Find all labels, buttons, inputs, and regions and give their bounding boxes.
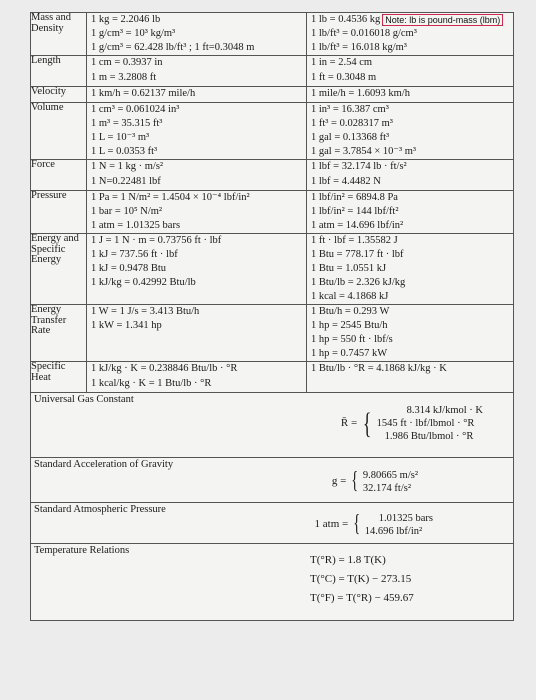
- si-conversions: [87, 234, 307, 305]
- conversion-text: 1 Btu/lb · °R = 4.1868 kJ/kg · K: [311, 363, 447, 375]
- conversion-line: [307, 131, 513, 145]
- si-conversions: [87, 13, 307, 56]
- quantity-label: Pressure: [31, 191, 87, 234]
- conversion-row: [31, 191, 514, 234]
- conversion-text: 1 kJ = 737.56 ft · lbf: [91, 248, 178, 260]
- conversion-line: [87, 71, 306, 86]
- atmosphere-symbol: 1 atm =: [314, 518, 349, 530]
- conversion-text: 1 kJ/kg · K = 0.238846 Btu/lb · °R: [91, 363, 238, 375]
- conversion-line: [307, 103, 513, 117]
- conversion-text: 1 g/cm³ = 10³ kg/m³: [91, 27, 176, 39]
- conversion-line: [307, 191, 513, 205]
- conversion-text: 1 Btu = 778.17 ft · lbf: [311, 248, 404, 260]
- conversion-line: [87, 319, 306, 333]
- conversion-text: 1 lbf = 4.4482 N: [311, 176, 381, 188]
- temperature-label: Temperature Relations: [34, 545, 130, 556]
- conversion-text: 1 kJ/kg = 0.42992 Btu/lb: [91, 276, 196, 288]
- conversion-text: 1 atm = 1.01325 bars: [91, 219, 181, 231]
- temperature-relation: T(°R) = 1.8 T(K): [310, 553, 386, 566]
- conversion-text: 1 L = 10⁻³ m³: [91, 131, 150, 143]
- conversion-text: 1 in = 2.54 cm: [311, 57, 373, 69]
- conversion-line: [87, 262, 306, 276]
- conversion-text: 1 Btu/h = 0.293 W: [311, 305, 390, 317]
- conversion-row: [31, 87, 514, 103]
- conversion-text: 1 J = 1 N · m = 0.73756 ft · lbf: [91, 234, 222, 246]
- conversion-text: 1 kcal/kg · K = 1 Btu/lb · °R: [91, 378, 212, 390]
- conversion-row: [31, 234, 514, 305]
- conversion-text: 1 cm³ = 0.061024 in³: [91, 103, 180, 115]
- conversion-line: [307, 305, 513, 319]
- conversion-text: 1 ft · lbf = 1.35582 J: [311, 234, 398, 246]
- conversion-line: [307, 362, 513, 377]
- conversion-line: [87, 56, 306, 71]
- conversion-text: 1 atm = 14.696 lbf/in²: [311, 219, 404, 231]
- us-conversions: [307, 87, 514, 103]
- gravity-symbol: g =: [331, 475, 347, 487]
- conversion-text: 1 m³ = 35.315 ft³: [91, 117, 163, 129]
- conversion-text: 1 km/h = 0.62137 mile/h: [91, 88, 196, 100]
- gravity-label: Standard Acceleration of Gravity: [34, 459, 174, 470]
- temperature-row: [31, 544, 514, 621]
- conversion-text: 1 Btu/lb = 2.326 kJ/kg: [311, 276, 406, 288]
- conversion-text: 1 L = 0.0353 ft³: [91, 145, 158, 157]
- conversion-text: 1 ft³ = 0.028317 m³: [311, 117, 393, 129]
- conversion-row: [31, 13, 514, 56]
- conversion-line: [307, 347, 513, 361]
- conversion-line: [87, 41, 306, 55]
- conversion-text: 1 gal = 3.7854 × 10⁻³ m³: [311, 145, 417, 157]
- conversion-line: [307, 234, 513, 248]
- conversion-line: [307, 87, 513, 102]
- conversion-text: 1 lbf = 32.174 lb · ft/s²: [311, 161, 407, 173]
- gas-constant-values: [31, 404, 513, 443]
- conversion-line: [87, 27, 306, 41]
- si-conversions: [87, 362, 307, 393]
- conversion-text: 1 mile/h = 1.6093 km/h: [311, 88, 410, 100]
- us-conversions: [307, 191, 514, 234]
- conversion-line: [307, 290, 513, 304]
- conversion-line: [87, 175, 306, 190]
- conversion-line: [87, 276, 306, 290]
- us-conversions: [307, 305, 514, 362]
- conversion-row: [31, 160, 514, 191]
- conversion-row: [31, 305, 514, 362]
- conversion-line: [87, 145, 306, 159]
- quantity-label: Velocity: [31, 87, 87, 103]
- gravity-values: [31, 469, 513, 495]
- conversion-text: 1 W = 1 J/s = 3.413 Btu/h: [91, 305, 200, 317]
- conversion-line: [307, 262, 513, 276]
- gravity-row: [31, 458, 514, 503]
- conversion-line: [307, 145, 513, 159]
- conversion-line: [87, 248, 306, 262]
- conversion-text: 1 Pa = 1 N/m² = 1.4504 × 10⁻⁴ lbf/in²: [91, 191, 250, 203]
- conversion-line: [87, 377, 306, 392]
- conversion-line: [87, 117, 306, 131]
- conversion-text: 1 cm = 0.3937 in: [91, 57, 163, 69]
- atmosphere-value: 14.696 lbf/in²: [364, 525, 423, 537]
- conversion-text: 1 kJ = 0.9478 Btu: [91, 262, 167, 274]
- conversion-line: [87, 13, 306, 27]
- conversion-line: [87, 87, 306, 102]
- atmosphere-label: Standard Atmospheric Pressure: [34, 504, 166, 515]
- conversion-line: [307, 276, 513, 290]
- conversion-text: 1 N=0.22481 lbf: [91, 176, 161, 188]
- conversion-line: [87, 205, 306, 219]
- quantity-label: Mass and Density: [31, 13, 87, 56]
- gas-constant-row: [31, 393, 514, 458]
- atmosphere-row: [31, 503, 514, 544]
- conversion-text: 1 hp = 0.7457 kW: [311, 347, 388, 359]
- conversion-line: [87, 362, 306, 377]
- conversion-row: [31, 103, 514, 160]
- conversion-line: [307, 27, 513, 41]
- conversion-line: [307, 13, 513, 27]
- gas-constant-label: Universal Gas Constant: [34, 394, 134, 405]
- gas-constant-value: 1545 ft · lbf/lbmol · °R: [376, 417, 475, 429]
- left-brace-icon: {: [353, 510, 361, 537]
- conversion-line: [307, 333, 513, 347]
- lbm-note-box: Note: lb is pound-mass (lbm): [382, 14, 503, 26]
- conversion-line: [87, 131, 306, 145]
- conversion-text: 1 N = 1 kg · m/s²: [91, 161, 164, 173]
- conversion-line: [87, 305, 306, 319]
- si-conversions: [87, 191, 307, 234]
- temperature-relation: T(°C) = T(K) − 273.15: [310, 572, 412, 585]
- conversion-text: 1 bar = 10⁵ N/m²: [91, 205, 163, 217]
- conversion-text: 1 lbf/in² = 144 lbf/ft²: [311, 205, 399, 217]
- us-conversions: [307, 234, 514, 305]
- conversion-line: [87, 234, 306, 248]
- si-conversions: [87, 160, 307, 191]
- conversion-line: [307, 319, 513, 333]
- conversion-text: 1 m = 3.2808 ft: [91, 72, 157, 84]
- si-conversions: [87, 305, 307, 362]
- us-conversions: [307, 103, 514, 160]
- us-conversions: [307, 362, 514, 393]
- si-conversions: [87, 103, 307, 160]
- conversion-row: [31, 362, 514, 393]
- conversion-line: [307, 71, 513, 86]
- conversion-line: [87, 219, 306, 233]
- gas-constant-value: 1.986 Btu/lbmol · °R: [384, 430, 474, 442]
- quantity-label: Specific Heat: [31, 362, 87, 393]
- temperature-values: [31, 551, 513, 608]
- conversion-table: [30, 12, 514, 621]
- conversion-text: 1 lb/ft³ = 16.018 kg/m³: [311, 41, 407, 53]
- conversion-text: 1 gal = 0.13368 ft³: [311, 131, 390, 143]
- us-conversions: [307, 160, 514, 191]
- conversion-line: [307, 56, 513, 71]
- quantity-label: Volume: [31, 103, 87, 160]
- si-conversions: [87, 87, 307, 103]
- conversion-line: [307, 219, 513, 233]
- gravity-value: 32.174 ft/s²: [362, 482, 411, 494]
- conversion-text: 1 kg = 2.2046 lb: [91, 13, 161, 25]
- conversion-line: [307, 41, 513, 55]
- conversion-line: [307, 175, 513, 190]
- conversion-line: [87, 103, 306, 117]
- conversion-line: [87, 160, 306, 175]
- conversion-text: 1 kcal = 4.1868 kJ: [311, 290, 389, 302]
- conversion-row: [31, 56, 514, 87]
- conversion-line: [87, 191, 306, 205]
- conversion-line: [307, 205, 513, 219]
- conversion-text: 1 hp = 550 ft · lbf/s: [311, 333, 393, 345]
- conversion-text: 1 lb = 0.4536 kg: [311, 13, 381, 25]
- quantity-label: Force: [31, 160, 87, 191]
- gas-constant-value: 8.314 kJ/kmol · K: [406, 404, 483, 416]
- si-conversions: [87, 56, 307, 87]
- temperature-relation: T(°F) = T(°R) − 459.67: [310, 591, 414, 604]
- us-conversions: [307, 56, 514, 87]
- left-brace-icon: {: [351, 467, 359, 494]
- quantity-label: Energy and Specific Energy: [31, 234, 87, 305]
- gravity-value: 9.80665 m/s²: [362, 469, 418, 481]
- quantity-label: Energy Transfer Rate: [31, 305, 87, 362]
- conversion-text: 1 lb/ft³ = 0.016018 g/cm³: [311, 27, 417, 39]
- quantity-label: Length: [31, 56, 87, 87]
- conversion-line: [307, 117, 513, 131]
- conversion-text: 1 g/cm³ = 62.428 lb/ft³ ; 1 ft=0.3048 m: [91, 41, 255, 53]
- conversion-text: 1 kW = 1.341 hp: [91, 319, 162, 331]
- conversion-text: 1 hp = 2545 Btu/h: [311, 319, 388, 331]
- conversion-text: 1 in³ = 16.387 cm³: [311, 103, 389, 115]
- conversion-line: [307, 248, 513, 262]
- conversion-text: 1 Btu = 1.0551 kJ: [311, 262, 387, 274]
- gas-constant-symbol: R̄ =: [340, 416, 358, 429]
- atmosphere-value: 1.01325 bars: [378, 512, 433, 524]
- conversion-line: [307, 160, 513, 175]
- conversion-text: 1 lbf/in² = 6894.8 Pa: [311, 191, 398, 203]
- left-brace-icon: {: [363, 406, 372, 440]
- conversion-text: 1 ft = 0.3048 m: [311, 72, 377, 84]
- us-conversions: [307, 13, 514, 56]
